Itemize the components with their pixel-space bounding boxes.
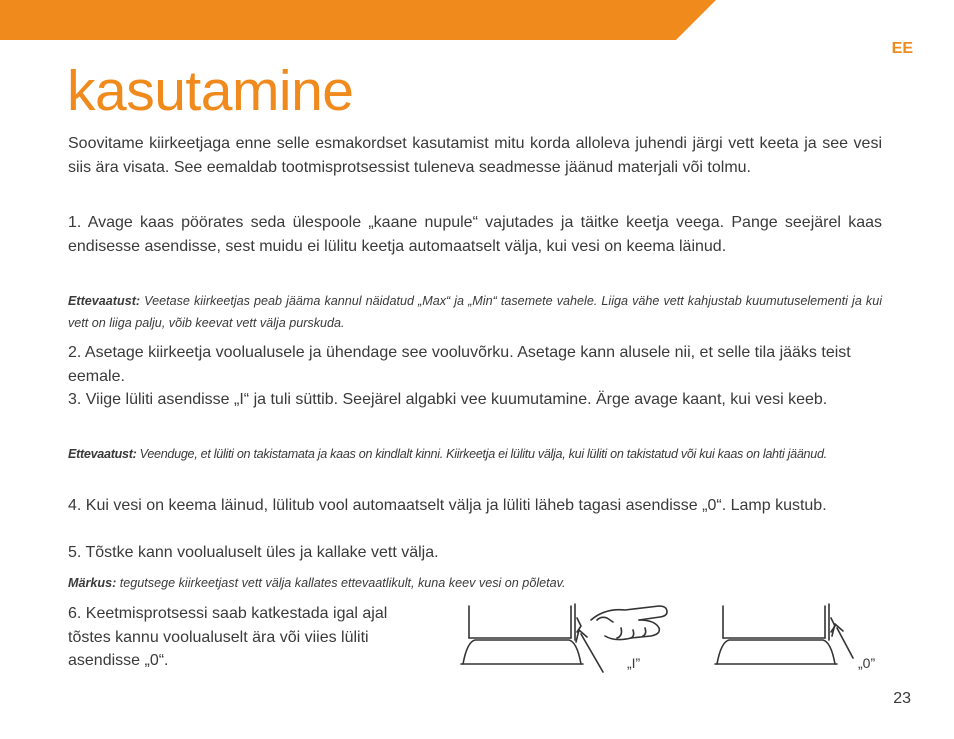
warning-1-text: Veetase kiirkeetjas peab jääma kannul näidatud „Max“ ja „Min“ tasemete vahele. Liiga vähe vett kahjustab kuumutuselementi ja kui vett on liiga palju, võib keevat vett välja purskuda. [68,294,882,330]
step-5: 5. Tõstke kann voolualuselt üles ja kallake vett välja. [68,544,439,561]
kettle-switch-illustration [455,598,895,688]
caption-switch-off: „0” [858,655,876,671]
step-2: 2. Asetage kiirkeetja voolualusele ja ühendage see vooluvõrku. Asetage kann alusele nii, et selle tila jääks teist eemale. [68,344,851,385]
step-4: 4. Kui vesi on keema läinud, lülitub vool automaatselt välja ja lüliti läheb tagasi asendisse „0“. Lamp kustub. [68,497,827,514]
note [68,572,882,594]
warning-2 [68,443,882,465]
warning-1 [68,290,882,334]
step-1: 1. Avage kaas pöörates seda ülespoole „kaane nupule“ vajutades ja täitke keetja veega. Pange seejärel kaas endisesse asendisse, sest muidu ei lülitu keetja automaatselt välja, kui vesi on keema läinud. [68,214,882,255]
header-accent-bar [0,0,954,40]
page-number: 23 [893,690,911,707]
warning-2-text: Veenduge, et lüliti on takistamata ja kaas on kindlalt kinni. Kiirkeetja ei lülitu välja, kui lüliti on takistatud või kui kaas on lahti jäänud. [136,447,827,461]
step-6: 6. Keetmisprotsessi saab katkestada igal ajal tõstes kannu voolualuselt ära või viies lüliti asendisse „0“. [68,605,388,669]
language-code: EE [891,40,913,57]
note-text: tegutsege kiirkeetjast vett välja kallates ettevaatlikult, kuna keev vesi on põletav. [116,576,566,590]
warning-2-label: Ettevaatust: [68,447,137,461]
page-title: kasutamine [67,59,354,123]
intro-paragraph: Soovitame kiirkeetjaga enne selle esmakordset kasutamist mitu korda alloleva juhendi järgi vett keeta ja see vesi siis ära visata. See eemaldab tootmisprotsessist tuleneva seadmesse jäänud materjali või tolmu. [68,135,882,176]
step-3: 3. Viige lüliti asendisse „I“ ja tuli süttib. Seejärel algabki vee kuumutamine. Ärge avage kaant, kui vesi keeb. [68,391,828,408]
note-label: Märkus: [68,576,117,590]
warning-1-label: Ettevaatust: [68,294,141,308]
caption-switch-on: „I” [627,655,641,671]
